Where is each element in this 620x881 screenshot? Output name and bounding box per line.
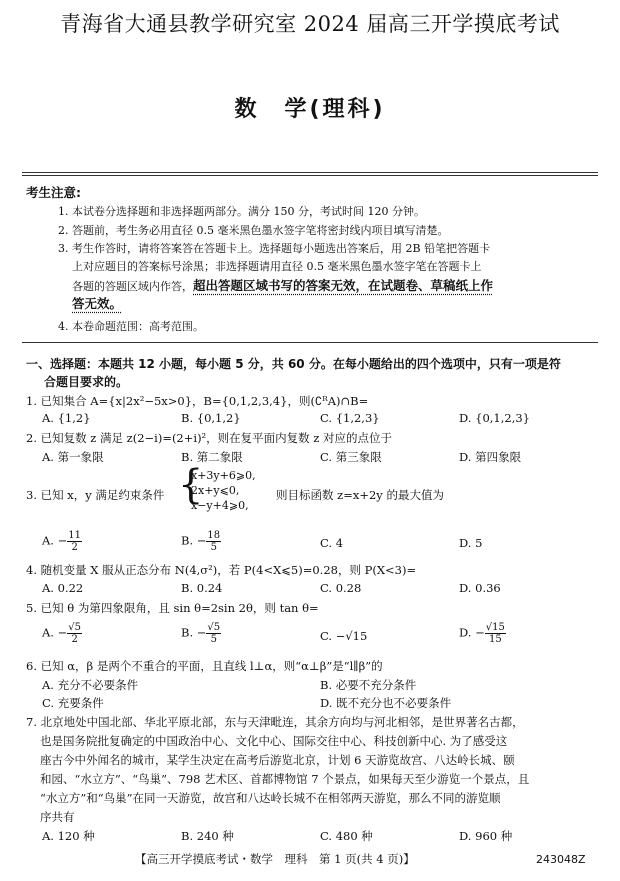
q7-line-5: “水立方”和“鸟巢”在同一天游览，故宫和八达岭长城不在相邻两天游览，那么不同的游览顺	[40, 791, 501, 805]
q2-option-b: B. 第二象限	[181, 450, 243, 464]
q7-line-2: 也是国务院批复确定的中国政治中心、文化中心、国际交往中心、科技创新中心. 为了感受这	[40, 734, 508, 748]
q5-option-a-frac	[67, 622, 82, 645]
q3-option-b-den: 5	[210, 542, 217, 553]
q3-system	[191, 468, 256, 513]
q5-option-d-frac	[485, 622, 506, 645]
q5-option-a	[42, 622, 82, 645]
q7-option-d: D. 960 种	[459, 829, 513, 843]
section-heading: 一、选择题：本题共 12 小题，每小题 5 分，共 60 分。在每小题给出的四个选项中，只有一项是符	[26, 357, 561, 371]
q3-option-a-frac	[67, 530, 82, 553]
q3-option-a-den: 2	[71, 542, 78, 553]
q3-option-d: D. 5	[459, 536, 483, 550]
q5-option-b-num: √5	[207, 622, 221, 633]
q6-stem: 6. 已知 α，β 是两个不重合的平面，且直线 l⊥α，则“α⊥β”是“l∥β”的	[26, 659, 383, 673]
q3-option-b-prefix: B. −	[181, 533, 207, 548]
q5-option-d-den: 15	[488, 634, 502, 645]
q3-option-a	[42, 530, 82, 553]
q4-stem: 4. 随机变量 X 服从正态分布 N(4,σ²)，若 P(4<X⩽5)=0.28，则 P(X<3)=	[26, 563, 417, 577]
notice-item-4: 4. 本卷命题范围：高考范围。	[58, 320, 204, 333]
paper-code: 243048Z	[536, 853, 586, 866]
q2-option-a: A. 第一象限	[42, 450, 104, 464]
q7-line-1: 7. 北京地处中国北部、华北平原北部，东与天津毗连，其余方向均与河北相邻，是世界著名古都，	[26, 715, 524, 729]
q5-option-c: C. −√15	[320, 629, 368, 643]
q3-constraint-3: x−y+4⩾0,	[191, 499, 249, 512]
notice-item-3-cont2	[72, 276, 493, 294]
divider-top	[22, 172, 598, 173]
q6-option-b: B. 必要不充分条件	[320, 678, 417, 692]
q7-line-6: 序共有	[40, 810, 75, 824]
q7-line-3: 座古今中外闻名的城市，某学生决定在高考后游览北京，计划 6 天游览故宫、八达岭长城、颐	[40, 753, 515, 767]
q3-option-c: C. 4	[320, 536, 344, 550]
q7-option-a: A. 120 种	[42, 829, 95, 843]
notice-item-3-normal: 各题的答题区域内作答，	[72, 280, 193, 293]
q1-option-d: D. {0,1,2,3}	[459, 411, 530, 425]
q5-option-b	[181, 622, 221, 645]
q3-stem-post: 则目标函数 z=x+2y 的最大值为	[276, 488, 444, 502]
q3-option-a-num: 11	[68, 530, 81, 541]
q3-constraint-2: 2x+y⩽0,	[191, 484, 240, 497]
q2-option-d: D. 第四象限	[459, 450, 522, 464]
q7-line-4: 和园、“水立方”、“鸟巢”、798 艺术区、首都博物馆 7 个景点，如果每天至少游览一个景点，且	[40, 772, 530, 786]
q1-stem: 1. 已知集合 A={x|2x²−5x>0}，B={0,1,2,3,4}，则(∁ᴿA)∩B=	[26, 394, 369, 408]
subject-title: 数 学(理科)	[234, 97, 386, 122]
q2-stem: 2. 已知复数 z 满足 z(2−i)=(2+i)²，则在复平面内复数 z 对应的点位于	[26, 431, 393, 445]
q5-option-b-den: 5	[210, 634, 217, 645]
divider-mid	[22, 342, 598, 343]
q3-option-a-prefix: A. −	[42, 533, 68, 548]
section-heading-cont: 合题目要求的。	[44, 375, 129, 389]
q6-option-c: C. 充要条件	[42, 696, 104, 710]
q3-stem-pre: 3. 已知 x，y 满足约束条件	[26, 488, 165, 502]
notice-item-3: 3. 考生作答时，请将答案答在答题卡上。选择题每小题选出答案后，用 2B 铅笔把答题卡	[58, 242, 491, 255]
q7-option-b: B. 240 种	[181, 829, 234, 843]
q4-option-d: D. 0.36	[459, 581, 501, 595]
q1-option-a: A. {1,2}	[42, 411, 91, 425]
q5-option-d	[459, 622, 506, 645]
divider-top-2	[22, 175, 598, 176]
q6-option-a: A. 充分不必要条件	[42, 678, 139, 692]
q5-option-d-prefix: D. −	[459, 625, 485, 640]
notice-item-1: 1. 本试卷分选择题和非选择题两部分。满分 150 分，考试时间 120 分钟。	[58, 205, 425, 218]
q2-option-c: C. 第三象限	[320, 450, 382, 464]
notice-heading: 考生注意:	[26, 185, 81, 200]
q1-option-b: B. {0,1,2}	[181, 411, 241, 425]
q6-option-d: D. 既不充分也不必要条件	[320, 696, 452, 710]
notice-item-3-emphasis: 超出答题区域书写的答案无效，在试题卷、草稿纸上作	[193, 278, 494, 293]
q5-option-a-prefix: A. −	[42, 625, 68, 640]
page-footer: 【高三开学摸底考试・数学 理科 第 1 页(共 4 页)】	[135, 852, 415, 866]
q3-option-b-frac	[206, 530, 221, 553]
q1-option-c: C. {1,2,3}	[320, 411, 380, 425]
q5-option-a-num: √5	[68, 622, 81, 633]
q5-option-a-den: 2	[71, 634, 78, 645]
exam-title: 青海省大通县教学研究室 2024 届高三开学摸底考试	[60, 12, 560, 36]
q3-option-b	[181, 530, 221, 553]
q5-option-b-prefix: B. −	[181, 625, 207, 640]
q4-option-a: A. 0.22	[42, 581, 84, 595]
q5-option-d-num: √15	[485, 622, 505, 633]
q4-option-c: C. 0.28	[320, 581, 362, 595]
notice-item-3-cont: 上对应题目的答案标号涂黑；非选择题请用直径 0.5 毫米黑色墨水签字笔在答题卡上	[72, 260, 482, 273]
q3-brace: {	[178, 462, 204, 508]
notice-item-2: 2. 答题前，考生务必用直径 0.5 毫米黑色墨水签字笔将密封线内项目填写清楚。	[58, 224, 449, 237]
q7-option-c: C. 480 种	[320, 829, 373, 843]
q3-constraint-1: x+3y+6⩾0,	[191, 469, 256, 482]
q3-option-b-num: 18	[207, 530, 221, 541]
q4-option-b: B. 0.24	[181, 581, 223, 595]
q5-stem: 5. 已知 θ 为第四象限角，且 sin θ=2sin 2θ，则 tan θ=	[26, 601, 319, 615]
q5-option-b-frac	[206, 622, 221, 645]
notice-item-3-emphasis-end: 答无效。	[72, 296, 123, 311]
